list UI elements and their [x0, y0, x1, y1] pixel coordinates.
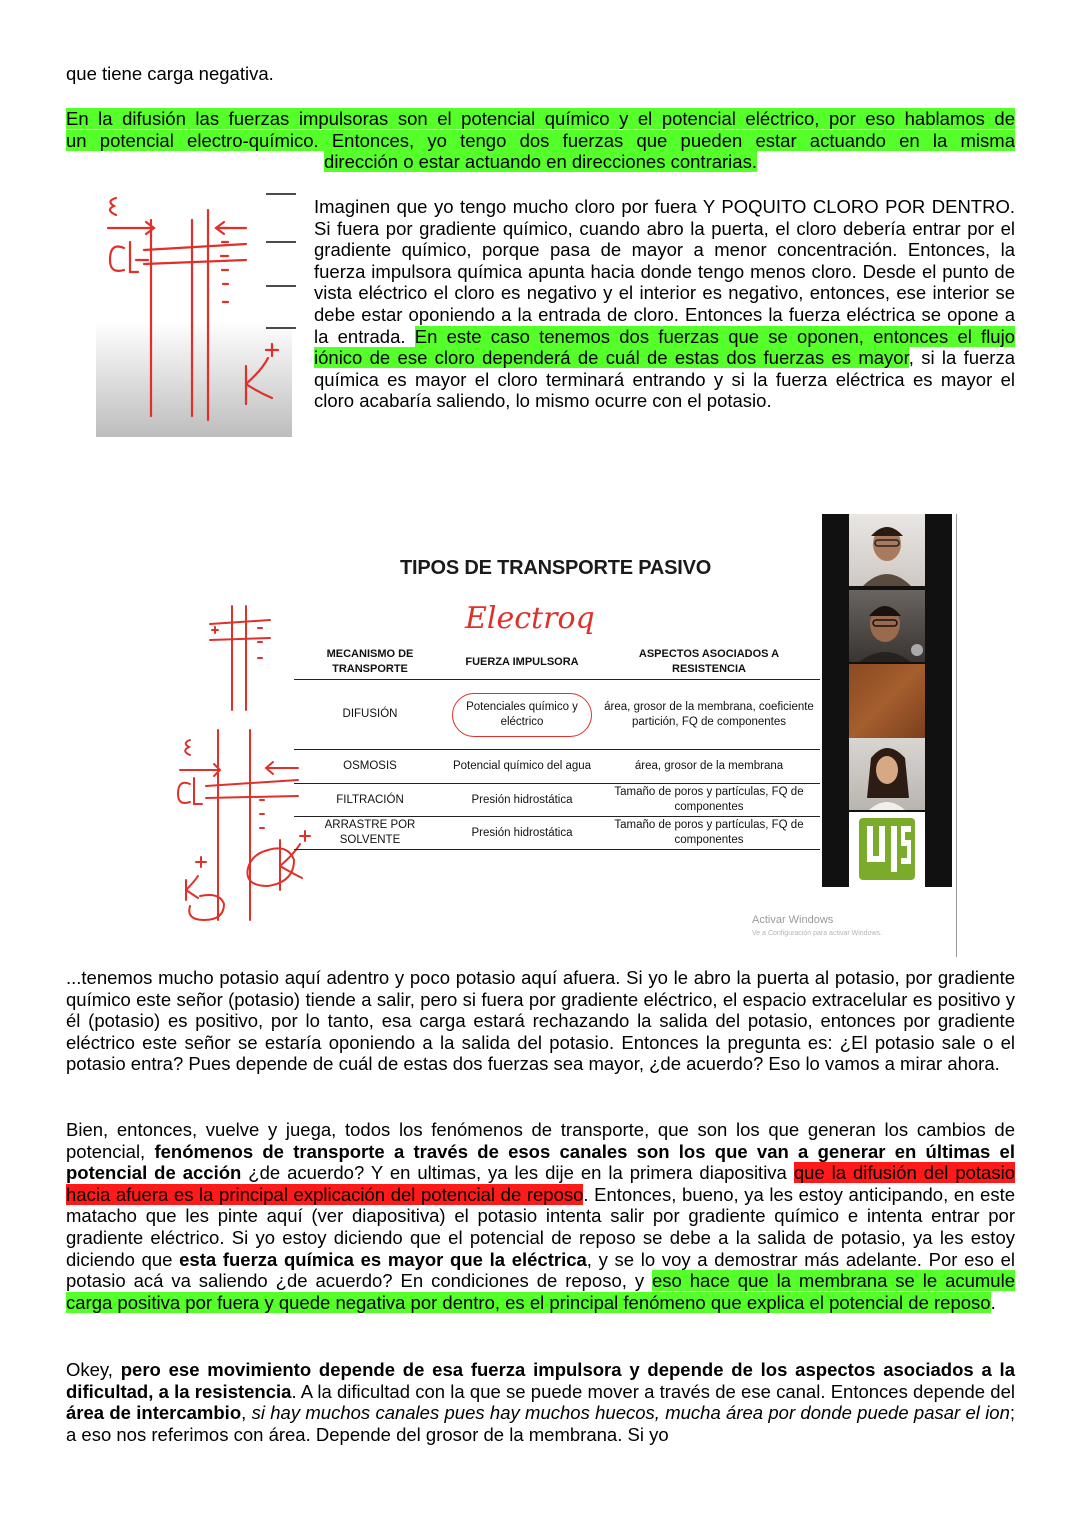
video-participants-panel: [822, 514, 952, 887]
paragraph-potasio: ...tenemos mucho potasio aquí adentro y poco potasio aquí afuera. Si yo le abro la puerta al potasio, por gradiente químico este señor (potasio) tiende a salir, pero si fuera por gradiente eléctrico, el espacio extracelular es positivo y él (potasio) es positivo, por lo tanto, esa carga estará rechazando la salida del potasio, entonces por gradiente eléctrico este señor se estaría oponiendo a la salida del potasio. Entonces la pregunta es: ¿El potasio sale o el potasio entra? Pues depende de cuál de estas dos fuerzas sea mayor, ¿de acuerdo? Eso lo vamos a mirar ahora.: [66, 967, 1015, 1075]
cell-mech: ARRASTRE POR SOLVENTE: [294, 817, 446, 850]
cell-resist: área, grosor de la membrana: [598, 750, 820, 784]
sketch-label-e: ε: [114, 210, 115, 211]
paragraph-difusion: En la difusión las fuerzas impulsoras son el potencial químico y el potencial eléctrico, por eso hablamos de un potencial electro-químico. Entonces, yo tengo dos fuerzas que pueden estar actuando en la misma dirección o estar actuando en direcciones contrarias.: [66, 108, 1015, 173]
cell-force: Potencial químico del agua: [446, 750, 598, 784]
participant-video-1[interactable]: [849, 514, 925, 586]
sketch-margin-dashes: [266, 182, 296, 342]
header-mecanismo: MECANISMO DE TRANSPORTE: [294, 645, 446, 680]
cell-force: Presión hidrostática: [446, 784, 598, 817]
paragraph-cloro: Imaginen que yo tengo mucho cloro por fuera Y POQUITO CLORO POR DENTRO. Si fuera por gradiente químico, cuando abro la puerta, el cloro debería entrar por el gradiente químico, porque pasa de mayor a menor concentración. Entonces, la fuerza impulsora química apunta hacia donde tengo menos cloro. Desde el punto de vista eléctrico el cloro es negativo y el interior es negativo, entonces, ese interior se debe estar oponiendo a la entrada de cloro. Entonces la fuerza eléctrica se opone a la entrada. En este caso tenemos dos fuerzas que se oponen, entonces el flujo iónico de ese cloro dependerá de cuál de estas dos fuerzas es mayor, si la fuerza química es mayor el cloro terminará entrando y si la fuerza eléctrica es mayor el cloro acabaría saliendo, lo mismo ocurre con el potasio.: [314, 196, 1015, 412]
cell-resist: Tamaño de poros y partículas, FQ de componentes: [598, 784, 820, 817]
table-row: [294, 680, 820, 750]
paragraph-intro-end: que tiene carga negativa.: [66, 63, 274, 84]
slide-handwriting: [463, 600, 613, 640]
participant-video-2[interactable]: [849, 590, 925, 662]
participant-video-3[interactable]: [849, 664, 925, 738]
slide-title: TIPOS DE TRANSPORTE PASIVO: [400, 557, 712, 579]
activate-windows-watermark: Activar Windows Ve a Configuración para activar Windows.: [752, 914, 882, 937]
transport-table: [294, 645, 820, 850]
cell-force: Presión hidrostática: [446, 817, 598, 850]
table-row: [294, 784, 820, 817]
cell-resist: área, grosor de la membrana, coeficiente partición, FQ de componentes: [598, 680, 820, 750]
participant-video-4[interactable]: [849, 738, 925, 810]
svg-text:Electroq: Electroq: [465, 601, 595, 636]
header-fuerza: FUERZA IMPULSORA: [446, 645, 598, 680]
paragraph-fenomenos: Bien, entonces, vuelve y juega, todos los fenómenos de transporte, que son los que generan los cambios de potencial, fenómenos de transporte a través de esos canales son los que van a generar en últimas el potencial de acción ¿de acuerdo? Y en ultimas, ya les dije en la primera diapositiva que la difusión del potasio hacia afuera es la principal explicación del potencial de reposo. Entonces, bueno, ya les estoy anticipando, en este matacho que les pinte aquí (ver diapositiva) el potasio intenta salir por gradiente químico e intenta entrar por gradiente eléctrico. Si yo estoy diciendo que el potencial de reposo se debe a la salida de potasio, ya les estoy diciendo que esta fuerza química es mayor que la eléctrica, y se lo voy a demostrar más adelante. Por eso el potasio acá va saliendo ¿de acuerdo? En condiciones de reposo, y eso hace que la membrana se le acumule carga positiva por fuera y quede negativa por dentro, es el principal fenómeno que explica el potencial de reposo.: [66, 1119, 1015, 1313]
whiteboard-sketch-chloride: [96, 180, 292, 437]
slide-right-border: [956, 514, 957, 957]
cell-mech: DIFUSIÓN: [294, 680, 446, 750]
header-resistencia: ASPECTOS ASOCIADOS A RESISTENCIA: [598, 645, 820, 680]
cell-mech: OSMOSIS: [294, 750, 446, 784]
table-row: [294, 817, 820, 850]
cell-resist: Tamaño de poros y partículas, FQ de componentes: [598, 817, 820, 850]
paragraph-resistencia: Okey, pero ese movimiento depende de esa fuerza impulsora y depende de los aspectos asociados a la dificultad, a la resistencia. A la dificultad con la que se puede mover a través de ese canal. Entonces depende del área de intercambio, si hay muchos canales pues hay muchos huecos, mucha área por donde puede pasar el ion; a eso nos referimos con área. Depende del grosor de la membrana. Si yo: [66, 1359, 1016, 1445]
table-row: [294, 750, 820, 784]
cell-mech: FILTRACIÓN: [294, 784, 446, 817]
uis-logo: [849, 812, 925, 887]
cell-force: Potenciales químico y eléctrico: [446, 680, 598, 750]
